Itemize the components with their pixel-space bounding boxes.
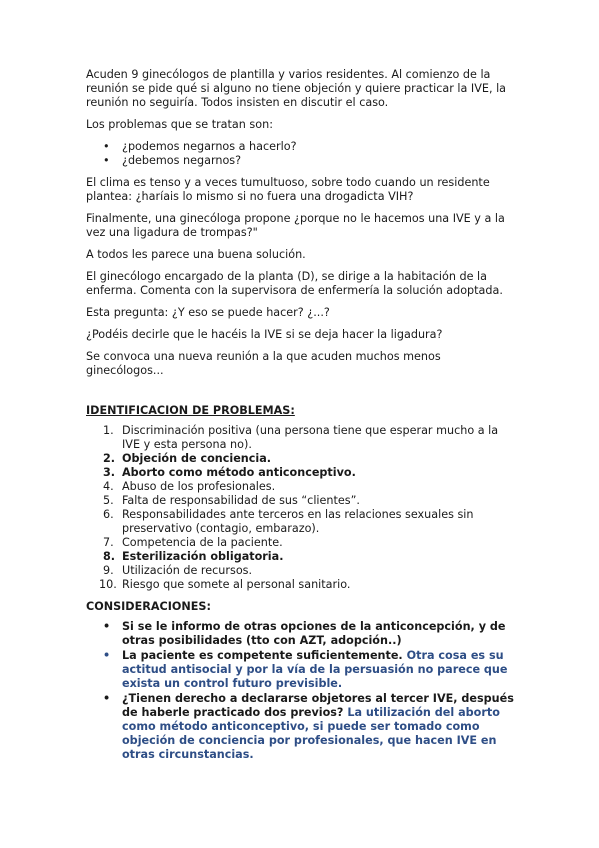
item-text: La paciente es competente suficientemente.: [122, 649, 403, 662]
list-item: [86, 578, 516, 592]
item-comment: La utilización del aborto como método anticonceptivo, si puede ser tomado como objeción de conciencia por profesionales, que hacen IVE en otras circunstancias.: [122, 706, 500, 761]
list-item: [86, 550, 516, 564]
list-item: [86, 536, 516, 550]
list-item: [86, 452, 516, 466]
item-number: 1.: [103, 424, 114, 437]
list-item: [86, 466, 516, 480]
item-number: 6.: [103, 508, 114, 521]
item-text: Objeción de conciencia.: [122, 452, 272, 465]
item-text: Riesgo que somete al personal sanitario.: [122, 578, 351, 591]
consideration-list: [86, 620, 516, 762]
item-text: Si se le informo de otras opciones de la anticoncepción, y de otras posibilidades (tto con AZT, adopción..): [122, 620, 506, 647]
identificacion-heading: IDENTIFICACION DE PROBLEMAS:: [86, 404, 295, 417]
consideraciones-heading: CONSIDERACIONES:: [86, 600, 211, 613]
bullet-icon: •: [103, 692, 111, 705]
item-text: Utilización de recursos.: [122, 564, 253, 577]
list-item: [86, 424, 516, 452]
problem-question-list: [86, 140, 516, 168]
list-item: [86, 494, 516, 508]
item-text: Falta de responsabilidad de sus “clientes”.: [122, 494, 360, 507]
paragraph: A todos les parece una buena solución.: [86, 248, 306, 261]
item-number: 5.: [103, 494, 114, 507]
bullet-icon: •: [103, 649, 111, 662]
paragraph: El ginecólogo encargado de la planta (D), se dirige a la habitación de la enferma. Comenta con la supervisora de enfermería la solución adoptada.: [86, 270, 503, 297]
list-item: [86, 620, 516, 648]
paragraph: El clima es tenso y a veces tumultuoso, sobre todo cuando un residente plantea: ¿haríais lo mismo si no fuera una drogadicta VIH?: [86, 176, 490, 203]
list-item: [86, 692, 516, 762]
bullet-icon: •: [103, 620, 111, 633]
paragraph: ¿Podéis decirle que le hacéis la IVE si se deja hacer la ligadura?: [86, 328, 443, 341]
list-item: [86, 564, 516, 578]
item-text: Abuso de los profesionales.: [122, 480, 276, 493]
item-comment: Otra cosa es su actitud antisocial y por la vía de la persuasión no parece que exista un control futuro previsible.: [122, 649, 508, 690]
item-text: Competencia de la paciente.: [122, 536, 283, 549]
item-number: 2.: [103, 452, 116, 465]
item-number: 7.: [103, 536, 114, 549]
paragraph: Se convoca una nueva reunión a la que acuden muchos menos ginecólogos...: [86, 350, 441, 377]
problem-list: [86, 424, 516, 592]
item-number: 4.: [103, 480, 114, 493]
item-number: 8.: [103, 550, 116, 563]
intro-paragraph: Acuden 9 ginecólogos de plantilla y varios residentes. Al comienzo de la reunión se pide qué si alguno no tiene objeción y quiere practicar la IVE, la reunión no seguiría. Todos insisten en discutir el caso.: [86, 68, 507, 109]
list-item: [86, 508, 516, 536]
item-number: 9.: [103, 564, 114, 577]
paragraph: Esta pregunta: ¿Y eso se puede hacer? ¿...?: [86, 306, 330, 319]
item-text: Responsabilidades ante terceros en las relaciones sexuales sin preservativo (contagio, embarazo).: [122, 508, 474, 535]
problems-intro: Los problemas que se tratan son:: [86, 118, 273, 131]
item-text: Aborto como método anticonceptivo.: [122, 466, 356, 479]
list-item: [86, 480, 516, 494]
item-text: Discriminación positiva (una persona tiene que esperar mucho a la IVE y esta persona no).: [122, 424, 499, 451]
list-item: • ¿debemos negarnos?: [86, 154, 516, 168]
item-text: Esterilización obligatoria.: [122, 550, 284, 563]
item-number: 3.: [103, 466, 116, 479]
item-text: ¿Tienen derecho a declararse objetores al tercer IVE, después de haberle practicado dos previos?: [122, 692, 514, 719]
list-item: [86, 649, 516, 691]
document-body: [86, 68, 516, 763]
list-item: • ¿podemos negarnos a hacerlo?: [86, 140, 516, 154]
paragraph: Finalmente, una ginecóloga propone ¿porque no le hacemos una IVE y a la vez una ligadura de trompas?": [86, 212, 505, 239]
item-number: 10.: [99, 578, 117, 591]
